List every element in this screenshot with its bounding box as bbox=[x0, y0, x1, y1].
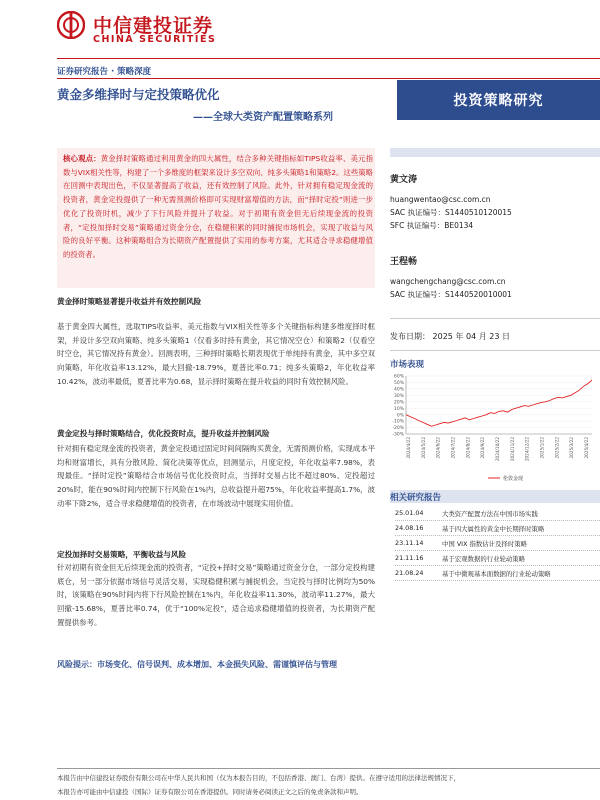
y-tick-label: -30% bbox=[392, 432, 404, 438]
related-report-item[interactable] bbox=[395, 566, 600, 581]
section-1-heading: 黄金择时策略显著提升收益并有效控制风险 bbox=[57, 297, 202, 306]
x-tick-label: 2024/4/22 bbox=[406, 437, 411, 459]
x-tick-label: 2024/7/22 bbox=[450, 437, 456, 459]
related-report-date: 21.11.16 bbox=[395, 554, 424, 562]
related-report-date: 24.08.16 bbox=[395, 524, 424, 532]
risk-warning: 风险提示：市场变化、信号误判、成本增加、本金损失风险、需谨慎评估与管理 bbox=[57, 660, 337, 669]
date-bottom-divider bbox=[390, 350, 600, 351]
section-1-text: 基于黄金四大属性，选取TIPS收益率、美元指数与VIX相关性等多个关键指标构建多维度择时框架，并设计多空双向策略、纯多头策略1（仅看多时持有黄金，其它情况空仓）和策略2（仅看空时空仓，其它情况持有黄金）。回测表明，三种择时策略长期表现优于单纯持有黄金，其中多空双向策略，年化收益率13.12%，最大回撤-18.79%，夏普比率0.71；纯多头策略2，年化收益率10.42%，波动率最低，夏普比率为0.68，显示择时策略在提升收益的同时有效控制风险。 bbox=[57, 322, 375, 386]
y-tick-label: 30% bbox=[393, 393, 404, 399]
y-tick-label: 20% bbox=[393, 400, 404, 406]
related-reports-label: 相关研究报告 bbox=[390, 493, 442, 503]
y-tick-label: -10% bbox=[392, 419, 404, 425]
related-report-item[interactable] bbox=[395, 536, 600, 551]
section-3-heading: 定投加择时交易策略，平衡收益与风险 bbox=[57, 550, 187, 559]
related-report-title[interactable]: 基于宏观数据的行业轮动策略 bbox=[442, 555, 526, 563]
y-tick-label: 50% bbox=[393, 381, 404, 387]
author-sac: SAC 执证编号：S1440520010001 bbox=[390, 290, 512, 299]
y-tick-label: 60% bbox=[393, 374, 404, 380]
category-divider bbox=[57, 78, 600, 79]
footer-line: 本报告亦可能由中信建投（国际）证券有限公司在香港提供。同时请务必阅读正文之后的免责条款和声明。 bbox=[57, 788, 363, 796]
author-email[interactable]: wangchengchang@csc.com.cn bbox=[390, 277, 506, 286]
core-viewpoint-text: 黄金择时策略通过利用黄金的四大属性，结合多种关键指标如TIPS收益率、美元指数与VIX相关性等，构建了一个多维度的框架来设计多空双向、纯多头策略1和策略2。这些策略在回测中表现出色，不仅显著提高了收益，还有效控制了风险。此外，针对拥有稳定现金流的投资者，黄金定投提供了一种无需预测价格即可实现财富增值的方法，而“择时定投”则进一步优化了投资时机，减少了下行风险并提升了收益。对于初期有资金但无后续现金流的投资者，“定投加择时交易”策略通过资金分仓，在稳健积累的同时捕捉市场机会，实现了收益与风险的良好平衡。这种策略组合为长期资产配置提供了实用的参考方案，尤其适合寻求稳健增值的投资者。 bbox=[63, 154, 373, 259]
related-report-title[interactable]: 中国 VIX 指数估计及择时策略 bbox=[442, 540, 527, 548]
related-report-date: 21.08.24 bbox=[395, 569, 424, 577]
author-2 bbox=[390, 254, 600, 301]
related-report-item[interactable] bbox=[395, 506, 600, 521]
related-report-date: 25.01.04 bbox=[395, 509, 424, 517]
x-tick-label: 2025/4/22 bbox=[584, 437, 589, 459]
author-sac: SAC 执证编号：S1440510120015 bbox=[390, 208, 512, 217]
y-tick-label: 10% bbox=[393, 406, 404, 412]
y-tick-label: 40% bbox=[393, 387, 404, 393]
report-type-banner: 投资策略研究 bbox=[397, 80, 600, 120]
related-report-item[interactable] bbox=[395, 551, 600, 566]
x-tick-label: 2025/3/22 bbox=[569, 437, 575, 459]
related-report-title[interactable]: 大类资产配置方法在中国市场实践 bbox=[442, 510, 538, 518]
report-subtitle: ——全球大类资产配置策略系列 bbox=[193, 112, 333, 123]
header-divider bbox=[57, 58, 600, 59]
market-performance-label: 市场表现 bbox=[390, 360, 425, 370]
author-name: 黄文涛 bbox=[390, 175, 418, 185]
legend-label: 伦敦金现 bbox=[503, 476, 524, 482]
core-viewpoint-box bbox=[57, 148, 375, 288]
company-name-cn: 中信建投证券 bbox=[93, 15, 214, 37]
x-tick-label: 2024/12/22 bbox=[524, 437, 530, 462]
footer-disclaimer bbox=[57, 771, 600, 799]
related-report-item[interactable] bbox=[395, 521, 600, 536]
section-3-text: 针对初期有资金但无后续现金流的投资者，“定投+择时交易”策略通过资金分仓，一部分定投构建底仓，另一部分依据市场信号灵活交易，实现稳健积累与捕捉机会。当定投与择时比例均为50%时，该策略在90%时间内将下行风险控制在1%内，年化收益率11.30%，波动率11.27%，最大回撤-15.68%，夏普比率0.74，优于“100%定投”，适合追求稳健增值的投资者，为长期资产配置提供参考。 bbox=[57, 563, 375, 627]
core-viewpoint bbox=[63, 152, 373, 262]
report-category: 证券研究报告 · 策略深度 bbox=[57, 67, 152, 77]
authors-bar bbox=[390, 148, 600, 157]
x-tick-label: 2025/1/22 bbox=[539, 437, 545, 459]
report-title: 黄金多维择时与定投策略优化 bbox=[57, 87, 220, 102]
x-tick-label: 2024/8/22 bbox=[465, 437, 471, 459]
author-email[interactable]: huangwentao@csc.com.cn bbox=[390, 195, 491, 204]
y-tick-label: -20% bbox=[392, 426, 404, 432]
related-report-title[interactable]: 基于四大属性的黄金中长期择时策略 bbox=[442, 525, 545, 533]
series-line bbox=[406, 380, 592, 426]
x-tick-label: 2024/5/22 bbox=[420, 437, 426, 459]
x-tick-label: 2024/11/22 bbox=[509, 437, 515, 462]
company-name-en: CHINA SECURITIES bbox=[93, 34, 217, 45]
footer-line: 本报告由中信建投证券股份有限公司在中华人民共和国（仅为本报告目的，不包括香港、澳门、台湾）提供。在遵守适用的法律法规情况下， bbox=[57, 774, 460, 782]
x-tick-label: 2025/2/22 bbox=[554, 437, 560, 459]
x-tick-label: 2024/10/22 bbox=[495, 437, 500, 462]
date-top-divider bbox=[390, 318, 600, 319]
related-report-date: 23.11.14 bbox=[395, 539, 424, 547]
author-sfc: SFC 执证编号：BE0134 bbox=[390, 221, 474, 230]
core-viewpoint-label: 核心观点： bbox=[63, 154, 101, 163]
company-logo-icon bbox=[57, 11, 85, 39]
x-tick-label: 2024/9/22 bbox=[480, 437, 486, 459]
author-1 bbox=[390, 172, 600, 232]
author-name: 王程畅 bbox=[390, 257, 418, 267]
y-tick-label: 0% bbox=[396, 413, 404, 419]
section-2-heading: 黄金定投与择时策略结合，优化投资时点，提升收益并控制风险 bbox=[57, 429, 270, 438]
x-tick-label: 2024/6/22 bbox=[435, 437, 441, 459]
footer-divider bbox=[57, 768, 600, 769]
related-report-title[interactable]: 基于中微观基本面数据的行业轮动策略 bbox=[442, 570, 551, 578]
section-2-text: 针对拥有稳定现金流的投资者，黄金定投通过固定时间间隔购买黄金，无需预测价格，实现成本平均和财富增长，具有分散风险、简化决策等优点，回测显示，月度定投，年化收益率7.98%，表现最佳。“择时定投”策略结合市场信号优化投资时点，当择时交易占比不超过80%、定投超过20%时，能在90%时间内控制下行风险在1%内，总收益提升超75%，年化收益率提高1.7%，波动率下降2%，适合寻求稳健增值的投资者，在市场波动中展现实用价值。 bbox=[57, 444, 375, 508]
market-performance-chart bbox=[390, 372, 600, 484]
publish-date: 发布日期： 2025 年 04 月 23 日 bbox=[390, 332, 510, 341]
